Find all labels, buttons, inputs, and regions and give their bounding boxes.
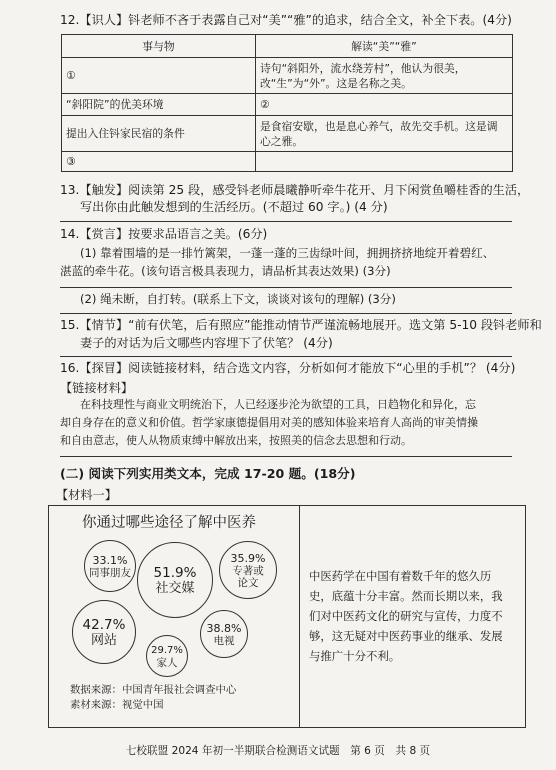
infographic-title: 你通过哪些途径了解中医养 — [82, 515, 256, 531]
q12-header-left: 事与物 — [62, 35, 256, 58]
q12-stem: 12.【识人】钭老师不吝于表露自己对“美”“雅”的追求，结合全文，补全下表。(4分) — [60, 13, 512, 27]
bubble-pct: 35.9% — [230, 551, 266, 565]
bubble-label: 专著或论文 — [232, 564, 264, 589]
data-source: 数据来源：中国青年报社会调查中心 — [70, 684, 237, 696]
q12-cell-r1-left[interactable]: ① — [62, 58, 256, 94]
q15-line2: 妻子的对话为后文哪些内容埋下了伏笔？ (4分) — [80, 336, 333, 350]
bubble-books-papers — [219, 541, 277, 599]
bubble-television — [200, 610, 248, 658]
bubble-family — [146, 635, 188, 677]
bubble-pct: 38.8% — [206, 621, 242, 635]
q12-header-right: 解读“美”“雅” — [256, 35, 513, 58]
q16-link-line1: 在科技理性与商业文明统治下，人已经逐步沦为欲望的工具，日趋物化和异化，忘 — [80, 398, 476, 411]
q16-link-line3: 和自由意志，使人从物质束缚中解放出来，按照美的信念去思想和行动。 — [60, 434, 412, 447]
bubble-pct: 42.7% — [82, 616, 126, 633]
bubble-pct: 29.7% — [151, 644, 183, 656]
q16-stem: 16.【探冒】阅读链接材料，结合选文内容，分析如何才能放下“心里的手机”？ (4分) — [60, 361, 516, 375]
bubble-pct: 51.9% — [153, 564, 197, 581]
material-1-label: 【材料一】 — [56, 488, 117, 502]
q12-cell-r2-left: “斜阳院”的优美环境 — [62, 94, 256, 116]
q16-answer-line[interactable] — [60, 456, 512, 457]
bubble-label: 同事朋友 — [89, 566, 131, 579]
material-1-line: 中医药学在中国有着数千年的悠久历 — [309, 569, 492, 583]
q13-line2: 写出你由此触发想到的生活经历。(不超过 60 字。) (4 分) — [80, 200, 388, 214]
q16-link-title: 【链接材料】 — [60, 381, 134, 395]
material-1-line: 够，这无疑对中医药事业的继承、发展 — [309, 629, 503, 643]
bubble-label: 电视 — [213, 634, 235, 647]
q15-line1: 15.【情节】“前有伏笔，后有照应”能推动情节严谨流畅地展开。选文第 5-10 段钭老师和 — [60, 318, 542, 332]
q12-table — [61, 34, 513, 172]
bubble-colleagues-friends — [84, 540, 136, 592]
q13-line1: 13.【触发】阅读第 25 段，感受钭老师晨曦静听牵牛花开、月下闲赏鱼嚼桂香的生活， — [60, 183, 530, 197]
q16-link-line2: 却自身存在的意义和价值。哲学家康德提倡用对美的感知体验来培育人高尚的审美情操 — [60, 416, 478, 429]
q14-p1-answer-line[interactable] — [60, 287, 512, 288]
section2-heading: (二) 阅读下列实用类文本，完成 17-20 题。(18分) — [60, 466, 356, 481]
q12-cell-r2-right[interactable]: ② — [256, 94, 513, 116]
material-1-line: 史，底蕴十分丰富。然而长期以来，我 — [309, 589, 503, 603]
bubble-label: 网站 — [90, 632, 117, 648]
material-1-line: 们对中医药文化的研究与宣传，力度不 — [309, 609, 503, 623]
q14-stem: 14.【赏言】按要求品语言之美。(6分) — [60, 227, 268, 241]
bubble-websites — [72, 600, 136, 664]
bubble-social-media — [137, 542, 213, 618]
page-footer: 七校联盟 2024 年初一半期联合检测语文试题 第 6 页 共 8 页 — [125, 745, 431, 757]
material-1-line: 与推广十分不利。 — [309, 649, 401, 663]
q15-answer-line[interactable] — [60, 356, 512, 357]
q12-cell-r3-right: 是食宿安歇，也是息心养气，故先交手机。这是调心之雅。 — [256, 116, 513, 152]
material-1-text — [309, 566, 517, 666]
q12-cell-r1-right: 诗句“斜阳外，流水绕芳村”，他认为很美，改“生”为“外”。这是名称之美。 — [256, 58, 513, 94]
bubble-label: 社交媒 — [155, 580, 195, 596]
q14-p2: (2) 绳未断，自打转。(联系上下文，谈谈对该句的理解) (3分) — [80, 292, 396, 306]
image-source: 素材来源：视觉中国 — [70, 699, 164, 711]
q12-cell-r4-left[interactable]: ③ — [62, 152, 256, 172]
q14-p1-line2: 湛蓝的牵牛花。(该句语言极具表现力，请品析其表达效果) (3分) — [60, 264, 391, 278]
bubble-label: 家人 — [156, 656, 178, 669]
q14-p2-answer-line[interactable] — [60, 313, 512, 314]
q12-cell-r4-right[interactable] — [256, 152, 513, 172]
material-divider — [299, 505, 300, 727]
q12-cell-r3-left: 提出入住钭家民宿的条件 — [62, 116, 256, 152]
q13-answer-line[interactable] — [60, 221, 512, 222]
q14-p1-line1: (1) 靠着围墙的是一排竹篱架，一蓬一蓬的三齿绿叶间，拥拥挤挤地绽开着碧红、 — [80, 246, 495, 260]
bubble-pct: 33.1% — [92, 553, 128, 567]
